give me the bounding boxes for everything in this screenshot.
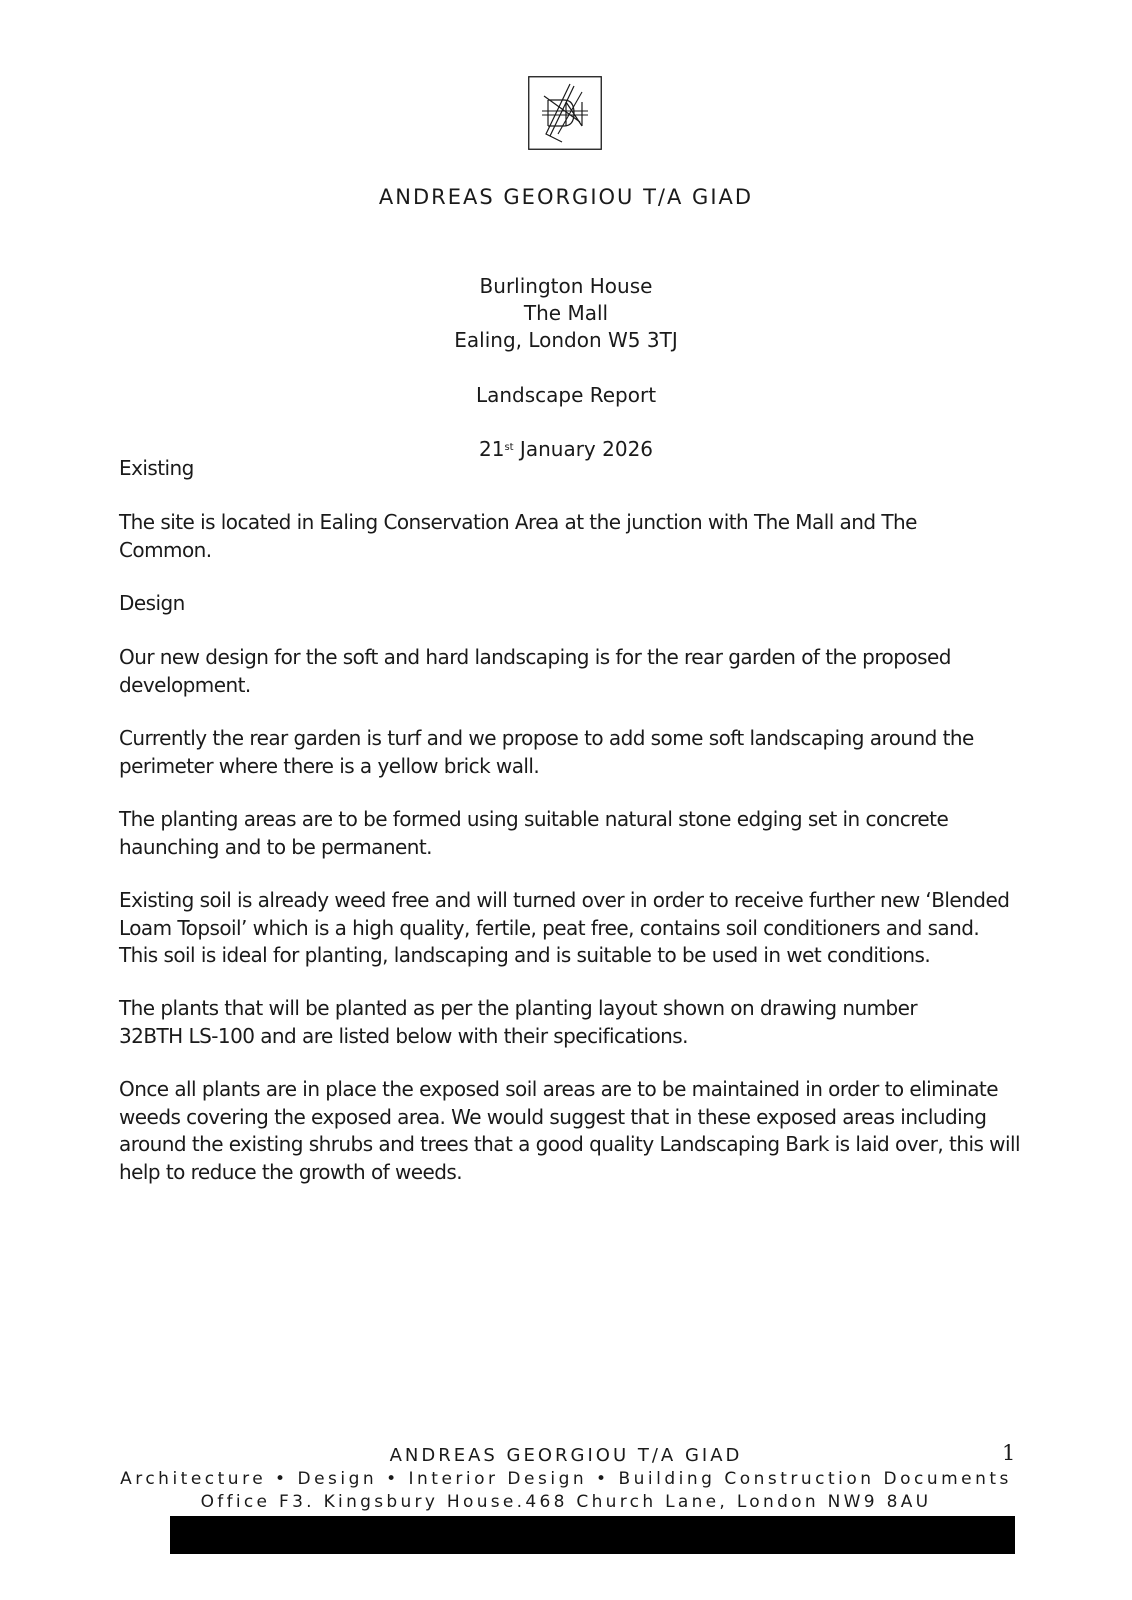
company-name-heading: ANDREAS GEORGIOU T/A GIAD [378,185,754,209]
page-number: 1 [1002,1441,1016,1465]
body-line: 32BTH LS-100 and are listed below with their specifications. [119,1023,688,1048]
report-date-day: 21 [478,437,505,461]
body-line: around the existing shrubs and trees that a good quality Landscaping Bark is laid over, this will [119,1132,1020,1156]
body-paragraph [119,644,1019,699]
body-line: weeds covering the exposed area. We would suggest that in these exposed areas including [119,1104,987,1129]
body-paragraph [119,995,1019,1050]
body-line: This soil is ideal for planting, landscaping and is suitable to be used in wet conditions. [119,943,931,967]
body-line: development. [119,672,251,697]
site-address [0,273,1132,354]
address-line: The Mall [523,301,609,325]
body-line: The site is located in Ealing Conservation Area at the junction with The Mall and The [119,510,917,534]
address-line: Ealing, London W5 3TJ [454,328,678,352]
body-line: Our new design for the soft and hard landscaping is for the rear garden of the proposed [119,645,951,669]
monogram-logo-icon [528,76,602,150]
body-line: perimeter where there is a yellow brick wall. [119,753,540,778]
report-date-suffix: st [504,442,514,453]
design-heading: Design [119,591,185,615]
body-line: Once all plants are in place the exposed soil areas are to be maintained in order to eliminate [119,1077,998,1101]
body-paragraph [119,509,1019,564]
body-line: help to reduce the growth of weeds. [119,1159,463,1184]
body-line: Loam Topsoil’ which is a high quality, fertile, peat free, contains soil conditioners and sand. [119,915,980,940]
body-line: haunching and to be permanent. [119,834,432,859]
body-paragraph [119,725,1019,780]
body-paragraph [119,806,1019,861]
body-line: Currently the rear garden is turf and we propose to add some soft landscaping around the [119,726,974,750]
body-line: The plants that will be planted as per the planting layout shown on drawing number [119,996,918,1020]
existing-heading: Existing [119,456,194,480]
footer-bar [170,1516,1015,1554]
body-line: Common. [119,537,212,562]
body-paragraph [119,887,1019,970]
report-title: Landscape Report [475,383,657,407]
footer-office-address: Office F3. Kingsbury House.468 Church Lane, London NW9 8AU [200,1492,932,1512]
footer-services: Architecture • Design • Interior Design • Building Construction Documents [120,1469,1012,1489]
body-paragraph [119,1076,1019,1186]
body-line: The planting areas are to be formed using suitable natural stone edging set in concrete [119,807,949,831]
body-line: Existing soil is already weed free and will turned over in order to receive further new ‘Blended [119,888,1010,912]
address-line: Burlington House [479,274,653,298]
report-date-rest: January 2026 [513,437,654,461]
footer-company-name: ANDREAS GEORGIOU T/A GIAD [389,1445,743,1466]
